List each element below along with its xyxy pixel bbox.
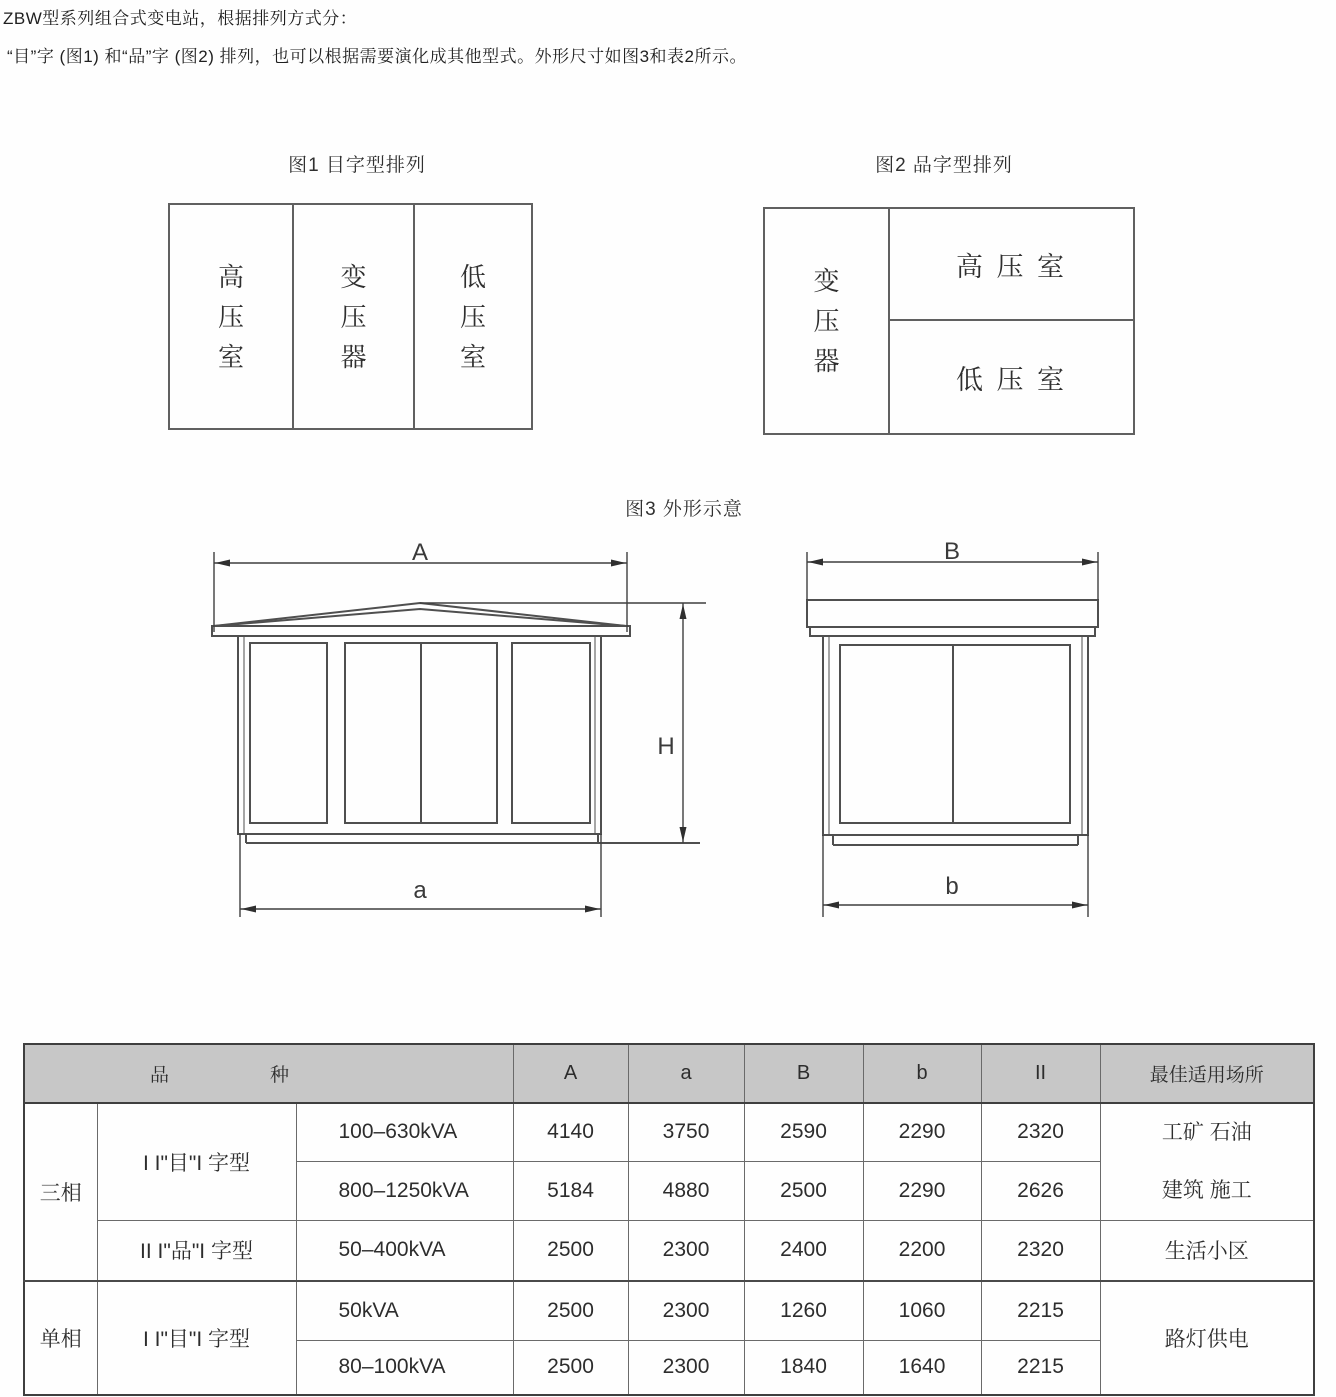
roof-fascia bbox=[212, 626, 630, 636]
figure1-lv-room bbox=[415, 205, 531, 428]
roof-slab-side bbox=[807, 600, 1098, 627]
value-H: 2215 bbox=[981, 1281, 1100, 1341]
arrow-b-right bbox=[1072, 902, 1087, 909]
type-mu-three-phase: I I"目"I 字型 bbox=[97, 1103, 296, 1221]
figure2-right-stack bbox=[890, 209, 1133, 433]
figure1-hv-room-label: 高压室 bbox=[217, 261, 244, 372]
figure2-diagram bbox=[763, 207, 1135, 435]
figure2-transformer bbox=[765, 209, 890, 433]
place-residential: 生活小区 bbox=[1100, 1221, 1314, 1281]
header-col-place: 最佳适用场所 bbox=[1100, 1044, 1314, 1103]
figure1-hv-room bbox=[170, 205, 294, 428]
value-a: 2300 bbox=[628, 1281, 744, 1341]
figure1-diagram bbox=[168, 203, 533, 430]
door-panel-1 bbox=[250, 643, 327, 823]
dim-label-a: a bbox=[413, 877, 427, 904]
value-A: 4140 bbox=[513, 1103, 628, 1161]
front-elevation bbox=[212, 603, 700, 843]
table-row-3 bbox=[24, 1221, 1314, 1281]
dimension-lines bbox=[214, 552, 1098, 917]
side-door-panel bbox=[840, 645, 1070, 823]
header-col-A: A bbox=[513, 1044, 628, 1103]
side-elevation bbox=[807, 600, 1098, 845]
arrow-B-right bbox=[1082, 559, 1097, 566]
figure2-hv-room-label: 高 压 室 bbox=[955, 251, 1067, 282]
header-col-H: II bbox=[981, 1044, 1100, 1103]
figure2-transformer-label: 变压器 bbox=[813, 266, 840, 376]
arrow-A-left bbox=[215, 560, 230, 567]
body-front bbox=[238, 636, 601, 834]
header-category-zhong: 种 bbox=[270, 1065, 290, 1086]
value-a: 2300 bbox=[628, 1221, 744, 1281]
figure2-hv-room bbox=[890, 209, 1133, 321]
arrow-H-top bbox=[680, 604, 687, 619]
figure1-lv-room-label: 低压室 bbox=[459, 261, 486, 372]
value-A: 2500 bbox=[513, 1341, 628, 1395]
intro-line-2: “目”字 (图1) 和“品”字 (图2) 排列，也可以根据需要演化成其他型式。外形尺寸如图3和表2所示。 bbox=[7, 47, 747, 66]
header-col-b: b bbox=[863, 1044, 981, 1103]
capacity-cell: 50–400kVA bbox=[296, 1221, 513, 1281]
figure1-transformer-label: 变压器 bbox=[340, 261, 367, 372]
value-B: 2590 bbox=[744, 1103, 863, 1161]
body-side bbox=[823, 636, 1088, 835]
table-header-row bbox=[24, 1044, 1314, 1103]
type-pin-three-phase: II I"品"I 字型 bbox=[97, 1221, 296, 1281]
value-A: 5184 bbox=[513, 1161, 628, 1220]
header-category-pin: 品 bbox=[150, 1065, 170, 1086]
table-row-4 bbox=[24, 1281, 1314, 1341]
group-single-phase: 单相 bbox=[24, 1281, 97, 1395]
capacity-cell: 80–100kVA bbox=[296, 1341, 513, 1395]
value-a: 2300 bbox=[628, 1341, 744, 1395]
roof-lip-side bbox=[810, 627, 1095, 636]
roof-outer bbox=[214, 603, 626, 626]
figure3-outline-drawing bbox=[0, 470, 1336, 990]
header-col-B: B bbox=[744, 1044, 863, 1103]
dimension-labels bbox=[412, 538, 960, 904]
roof-inner bbox=[214, 609, 626, 626]
value-b: 1640 bbox=[863, 1341, 981, 1395]
header-category bbox=[24, 1044, 513, 1103]
value-B: 1260 bbox=[744, 1281, 863, 1341]
capacity-cell: 100–630kVA bbox=[296, 1103, 513, 1161]
value-H: 2320 bbox=[981, 1103, 1100, 1161]
arrow-b-left bbox=[824, 902, 839, 909]
arrow-A-right bbox=[611, 560, 626, 567]
figure1-title: 图1 目字型排列 bbox=[288, 155, 426, 176]
dim-label-H: H bbox=[657, 733, 675, 760]
value-b: 2200 bbox=[863, 1221, 981, 1281]
arrow-a-right bbox=[585, 906, 600, 913]
value-B: 1840 bbox=[744, 1341, 863, 1395]
value-a: 4880 bbox=[628, 1161, 744, 1220]
figure3-title: 图3 外形示意 bbox=[625, 499, 743, 520]
figure2-lv-room-label: 低 压 室 bbox=[955, 364, 1067, 395]
place-street-lighting: 路灯供电 bbox=[1100, 1281, 1314, 1395]
value-B: 2400 bbox=[744, 1221, 863, 1281]
spec-table bbox=[23, 1043, 1315, 1396]
table-row-1 bbox=[24, 1103, 1314, 1161]
value-b: 1060 bbox=[863, 1281, 981, 1341]
value-H: 2320 bbox=[981, 1221, 1100, 1281]
figure2-lv-room bbox=[890, 321, 1133, 433]
value-H: 2215 bbox=[981, 1341, 1100, 1395]
dim-label-A: A bbox=[411, 539, 429, 566]
type-mu-single-phase: I I"目"I 字型 bbox=[97, 1281, 296, 1395]
group-three-phase: 三相 bbox=[24, 1103, 97, 1281]
value-A: 2500 bbox=[513, 1221, 628, 1281]
value-H: 2626 bbox=[981, 1161, 1100, 1220]
intro-line-1: ZBW型系列组合式变电站，根据排列方式分： bbox=[3, 9, 358, 28]
header-col-a: a bbox=[628, 1044, 744, 1103]
figure1-transformer bbox=[294, 205, 415, 428]
capacity-cell: 50kVA bbox=[296, 1281, 513, 1341]
value-b: 2290 bbox=[863, 1161, 981, 1220]
capacity-cell: 800–1250kVA bbox=[296, 1161, 513, 1220]
arrow-a-left bbox=[241, 906, 256, 913]
place-line-2: 建筑 施工 bbox=[1161, 1179, 1252, 1202]
door-panel-3 bbox=[512, 643, 590, 823]
place-mining-construction bbox=[1100, 1103, 1314, 1221]
value-B: 2500 bbox=[744, 1161, 863, 1220]
arrow-H-bottom bbox=[680, 827, 687, 842]
figure2-title: 图2 品字型排列 bbox=[875, 155, 1013, 176]
place-line-1: 工矿 石油 bbox=[1161, 1121, 1252, 1144]
dim-label-B: B bbox=[943, 538, 961, 565]
arrow-B-left bbox=[808, 559, 823, 566]
value-b: 2290 bbox=[863, 1103, 981, 1161]
value-A: 2500 bbox=[513, 1281, 628, 1341]
dim-label-b: b bbox=[945, 873, 959, 900]
value-a: 3750 bbox=[628, 1103, 744, 1161]
